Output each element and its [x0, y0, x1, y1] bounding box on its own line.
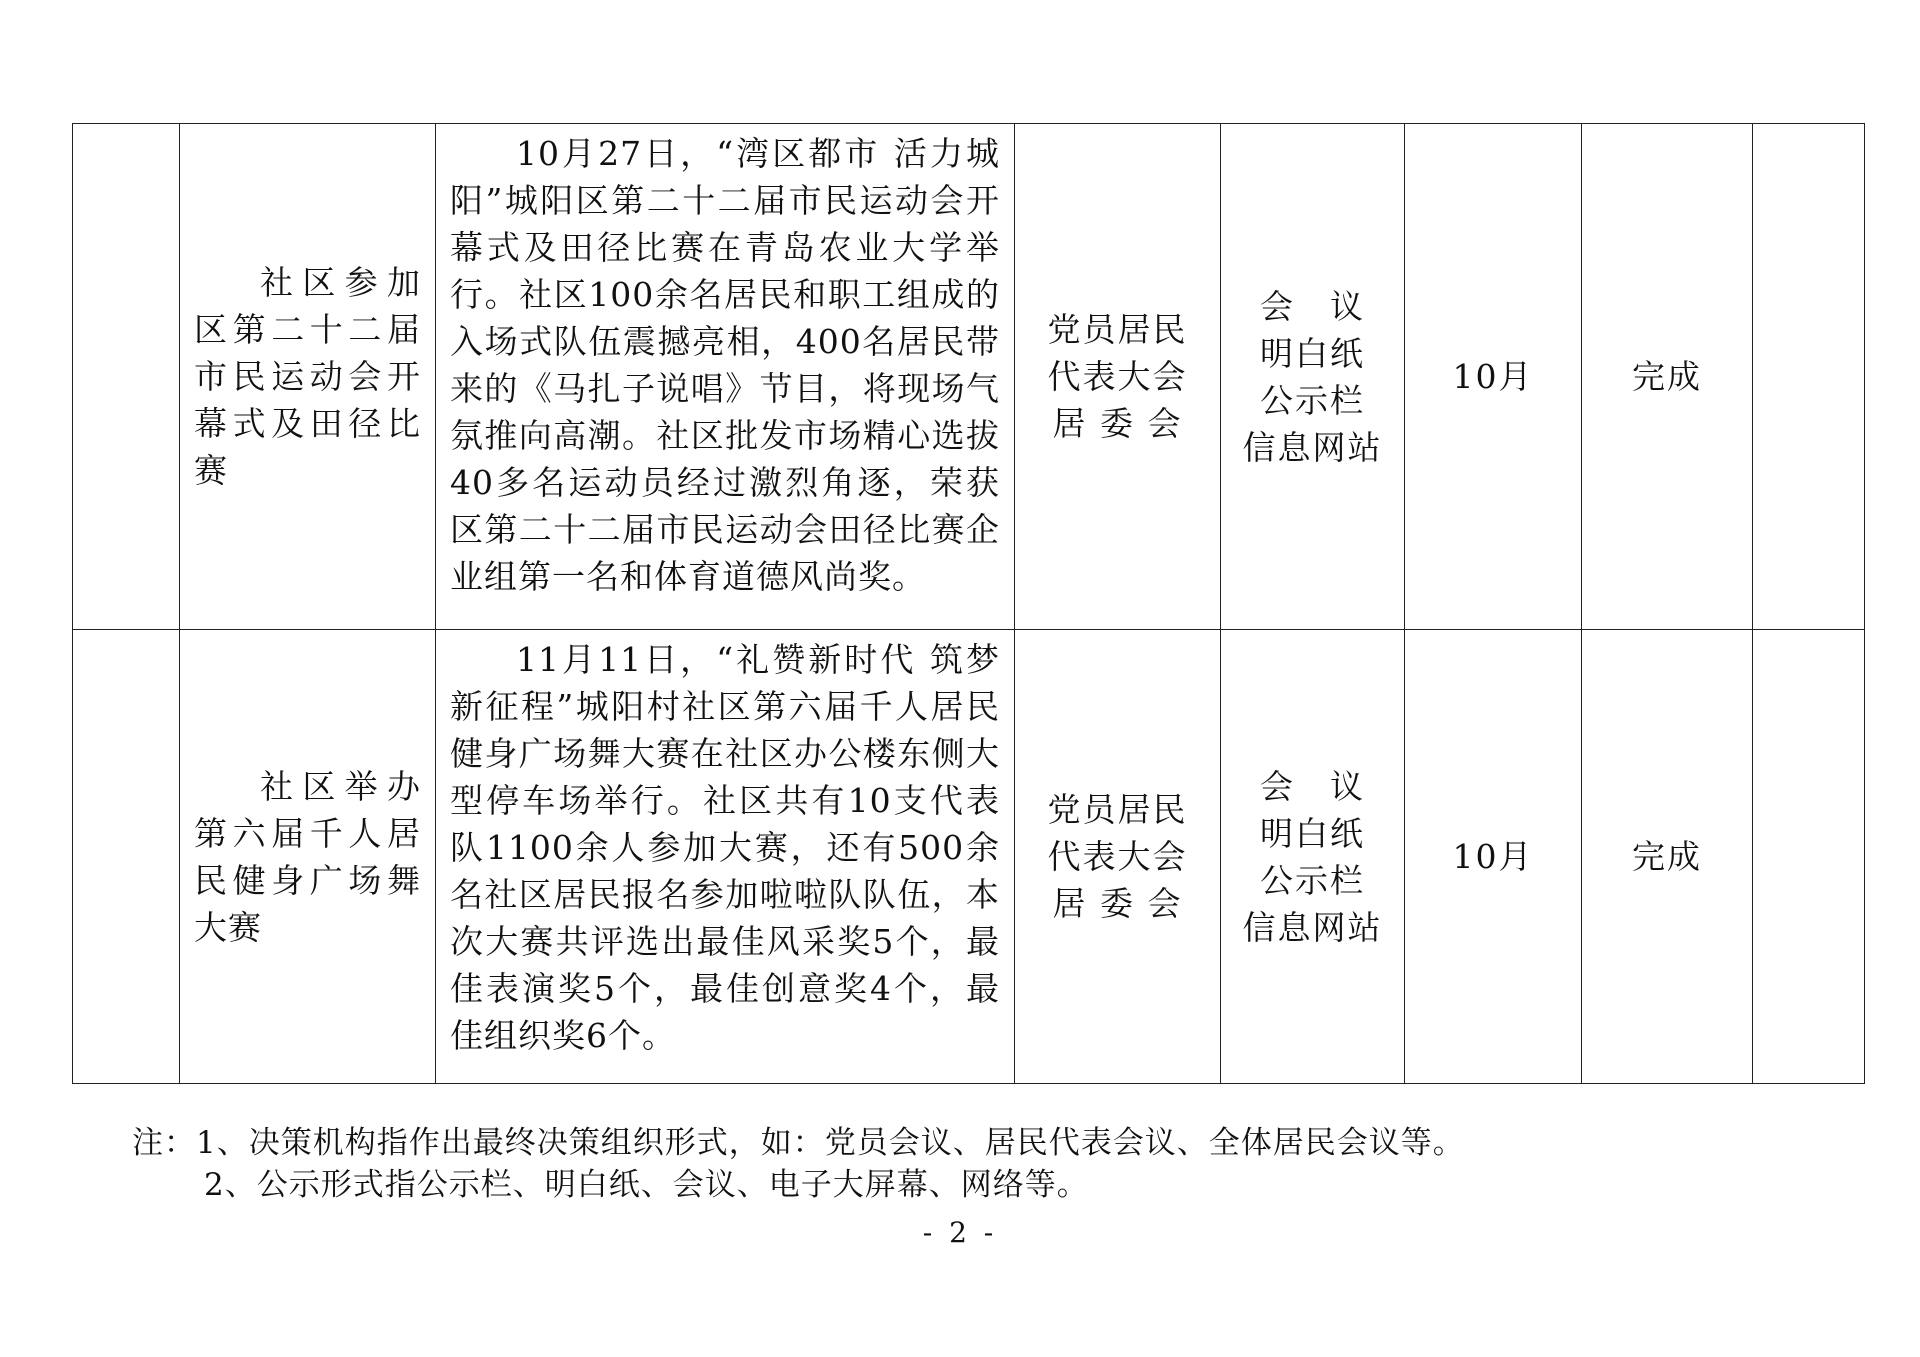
table-row	[73, 630, 1865, 1084]
time-cell: 10月	[1405, 630, 1582, 1084]
detail-cell	[436, 630, 1015, 1084]
item-text: 社区参加区第二十二届市民运动会开幕式及田径比赛	[194, 263, 421, 490]
publicity-form-line: 会 议	[1260, 286, 1365, 326]
publicity-form-line: 信息网站	[1242, 907, 1383, 947]
decision-body-cell	[1015, 124, 1221, 630]
publicity-form-line: 信息网站	[1242, 427, 1383, 467]
detail-text: 10月27日，“湾区都市 活力城阳”城阳区第二十二届市民运动会开幕式及田径比赛在青岛农业大学举行。社区100余名居民和职工组成的入场式队伍震撼亮相，400名居民带来的《马扎子说唱》节目，将现场气氛推向高潮。社区批发市场精心选拔40多名运动员经过激烈角逐，荣获区第二十二届市民运动会田径比赛企业组第一名和体育道德风尚奖。	[450, 134, 1000, 596]
detail-cell	[436, 124, 1015, 630]
item-cell	[180, 630, 436, 1084]
publicity-form-cell	[1221, 630, 1405, 1084]
decision-table	[72, 123, 1865, 1084]
footnote-2: 2、公示形式指公示栏、明白纸、会议、电子大屏幕、网络等。	[204, 1167, 1089, 1203]
detail-text: 11月11日，“礼赞新时代 筑梦新征程”城阳村社区第六届千人居民健身广场舞大赛在社区办公楼东侧大型停车场举行。社区共有10支代表队1100余人参加大赛，还有500余名社区居民报名参加啦啦队队伍，本次大赛共评选出最佳风采奖5个，最佳表演奖5个，最佳创意奖4个，最佳组织奖6个。	[450, 640, 1000, 1055]
publicity-form-cell	[1221, 124, 1405, 630]
index-cell	[73, 630, 180, 1084]
index-cell	[73, 124, 180, 630]
publicity-form-line: 公示栏	[1260, 380, 1365, 420]
page-number: - 2 -	[922, 1216, 998, 1249]
remark-cell	[1753, 124, 1865, 630]
status-cell: 完成	[1582, 124, 1753, 630]
decision-body-line: 党员居民	[1047, 790, 1188, 829]
publicity-form-line: 明白纸	[1260, 813, 1365, 853]
remark-cell	[1753, 630, 1865, 1084]
footnotes	[132, 1122, 1465, 1206]
decision-body-line: 代表大会	[1047, 357, 1188, 396]
decision-body-line: 居 委 会	[1052, 884, 1183, 923]
publicity-form-line: 公示栏	[1260, 860, 1365, 900]
decision-body-line: 代表大会	[1047, 837, 1188, 876]
publicity-form-line: 明白纸	[1260, 333, 1365, 373]
status-cell: 完成	[1582, 630, 1753, 1084]
item-text: 社区举办第六届千人居民健身广场舞大赛	[194, 766, 421, 947]
time-cell: 10月	[1405, 124, 1582, 630]
publicity-form-line: 会 议	[1260, 766, 1365, 806]
footnote-1: 注：1、决策机构指作出最终决策组织形式，如：党员会议、居民代表会议、全体居民会议等。	[132, 1125, 1465, 1161]
table-row	[73, 124, 1865, 630]
decision-body-line: 党员居民	[1047, 310, 1188, 349]
decision-body-line: 居 委 会	[1052, 404, 1183, 443]
decision-body-cell	[1015, 630, 1221, 1084]
item-cell	[180, 124, 436, 630]
